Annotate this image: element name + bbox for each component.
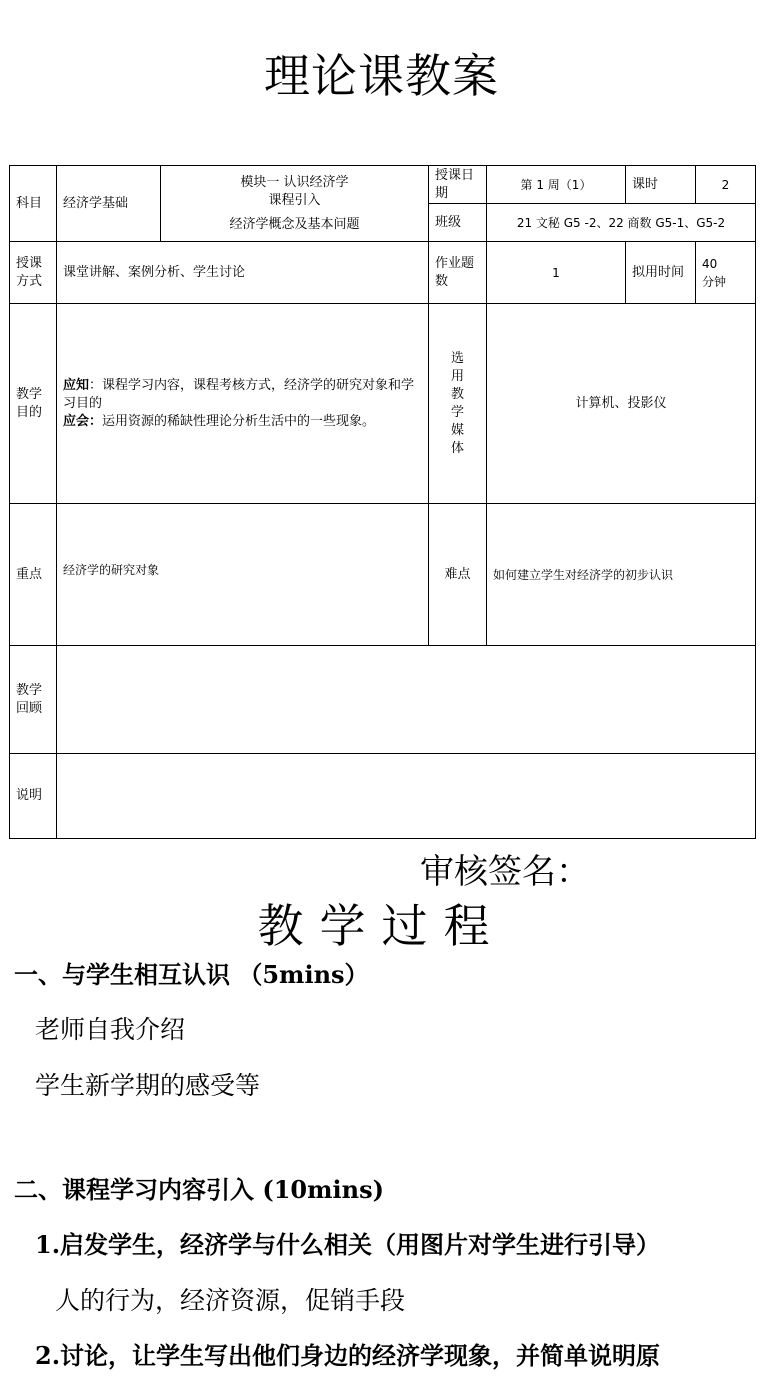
method-value: 课堂讲解、案例分析、学生讨论	[57, 242, 429, 304]
goal-label: 教学目的	[10, 304, 57, 504]
review-value	[57, 646, 756, 754]
media-value: 计算机、投影仪	[487, 304, 756, 504]
goal-know-text: ：课程学习内容，课程考核方式，经济学的研究对象和学习目的	[63, 377, 415, 411]
section-1-line-2: 学生新学期的感受等	[35, 1071, 261, 1100]
duration-cell	[696, 242, 756, 304]
subject-label: 科目	[10, 166, 57, 242]
duration-label: 拟用时间	[626, 242, 696, 304]
class-label: 班级	[429, 204, 487, 242]
hours-value: 2	[696, 166, 756, 204]
module-cell	[161, 166, 429, 242]
key-value: 经济学的研究对象	[57, 504, 429, 646]
duration-unit: 分钟	[702, 274, 727, 289]
section-1-heading: 一、与学生相互认识 （5mins）	[14, 960, 369, 989]
goal-can-text: 运用资源的稀缺性理论分析生活中的一些现象。	[102, 413, 376, 429]
goal-know-label: 应知	[63, 377, 90, 393]
module-line-1: 模块一 认识经济学	[240, 174, 349, 190]
homework-value: 1	[487, 242, 626, 304]
goal-can-label: 应会：	[63, 413, 103, 429]
date-value: 第 1 周（1）	[487, 166, 626, 204]
difficulty-label: 难点	[429, 504, 487, 646]
class-value: 21 文秘 G5 -2、22 商数 G5-1、G5-2	[487, 204, 756, 242]
module-line-3: 经济学概念及基本问题	[229, 216, 360, 232]
process-title: 教学过程	[257, 899, 506, 953]
lesson-plan-table	[9, 165, 756, 839]
note-label: 说明	[10, 754, 57, 839]
section-1-line-1: 老师自我介绍	[35, 1015, 186, 1044]
section-2-item-2: 2.讨论，让学生写出他们身边的经济学现象，并简单说明原	[35, 1341, 661, 1370]
homework-label: 作业题数	[429, 242, 487, 304]
goal-cell	[57, 304, 429, 504]
method-label: 授课方式	[10, 242, 57, 304]
key-label: 重点	[10, 504, 57, 646]
section-2-item-1-detail: 人的行为，经济资源，促销手段	[55, 1286, 406, 1315]
media-label: 选 用 教 学 媒 体	[429, 304, 487, 504]
module-line-2: 课程引入	[268, 192, 321, 208]
difficulty-value: 如何建立学生对经济学的初步认识	[487, 504, 756, 646]
section-2-item-1: 1.启发学生，经济学与什么相关（用图片对学生进行引导）	[35, 1230, 661, 1259]
note-value	[57, 754, 756, 839]
review-label: 教学回顾	[10, 646, 57, 754]
subject-value: 经济学基础	[57, 166, 161, 242]
hours-label: 课时	[626, 166, 696, 204]
duration-num: 40	[702, 256, 718, 271]
date-label: 授课日期	[429, 166, 487, 204]
document-title: 理论课教案	[264, 49, 499, 103]
signature-label: 审核签名：	[420, 852, 590, 892]
section-2-heading: 二、课程学习内容引入 (10mins)	[14, 1175, 384, 1204]
